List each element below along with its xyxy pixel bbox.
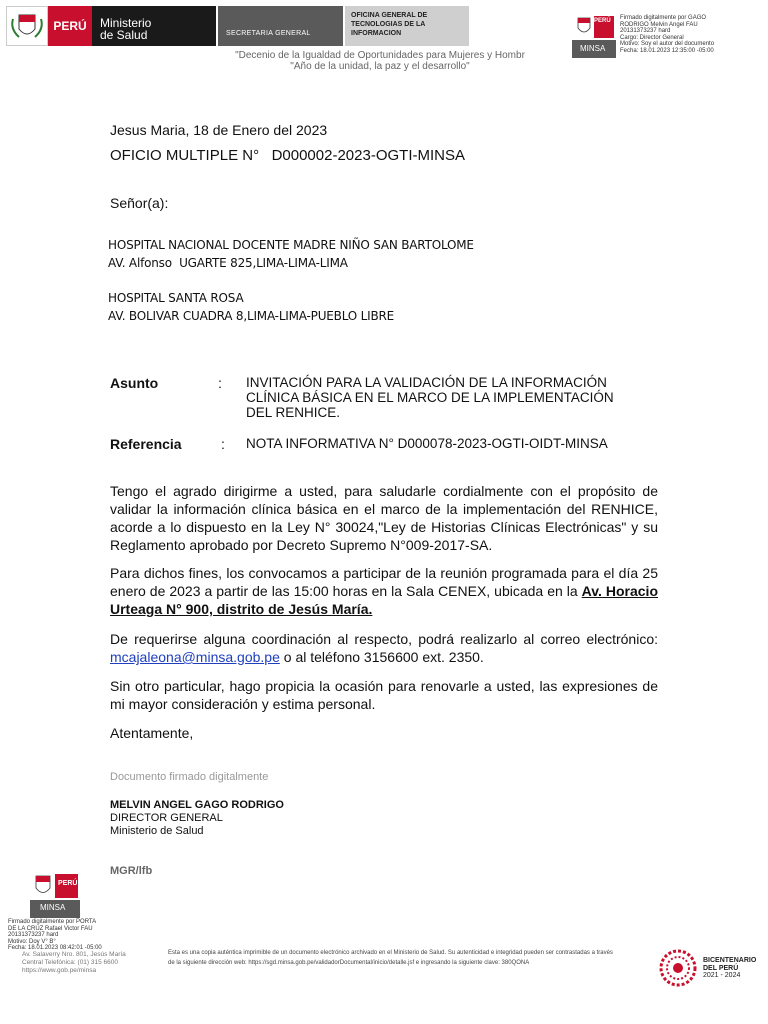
salutation: Señor(a): (110, 195, 169, 211)
slogan-line2: "Año de la unidad, la paz y el desarrollo" (290, 61, 470, 72)
peru-badge: PERÚ (48, 6, 92, 46)
bicentenario-line: DEL PERÚ (703, 964, 739, 972)
paragraph-4: Sin otro particular, hago propicia la ocasión para renovarle a usted, las expresiones de mi mayor consideración y estima personal. (110, 678, 658, 712)
oficina-line3: INFORMACION (351, 30, 402, 37)
email-link[interactable]: mcajaleona@minsa.gob.pe (110, 649, 280, 665)
paragraph-1: Tengo el agrado dirigirme a usted, para saludarle cordialmente con el propósito de validar la información clínica básica en el marco de la implementación del RENHICE, acorde a lo dispuesto en la Ley N° 30024,"Ley de Historias Clínicas Electrónicas" y su Reglamento aprobado por Decreto Supremo N°009-2017-SA. (110, 483, 658, 553)
sig-top-line: RODRIGO Melvin Angel FAU (620, 21, 698, 28)
signer-title: DIRECTOR GENERAL (110, 812, 223, 824)
referencia-label: Referencia (110, 436, 182, 452)
oficina-line2: TECNOLOGIAS DE LA (351, 21, 426, 28)
paragraph-3-end: o al teléfono 3156600 ext. 2350. (279, 649, 484, 665)
sig-bottom-peru: PERÚ (58, 880, 78, 887)
slogan-line1: "Decenio de la Igualdad de Oportunidades para Mujeres y Hombr (235, 50, 525, 61)
bicentenario-text (703, 957, 756, 980)
closing: Atentamente, (110, 725, 194, 741)
sig-top-line: 20131373237 hard (620, 28, 671, 34)
footer-address (22, 951, 126, 975)
paragraph-3 (110, 630, 658, 666)
sig-bottom-minsa: MINSA (40, 903, 66, 912)
recipient-name: HOSPITAL NACIONAL DOCENTE MADRE NIÑO SAN BARTOLOME (108, 238, 474, 252)
bicentenario-logo-icon (658, 944, 708, 994)
signature-bottom-details (8, 919, 128, 952)
authenticity-note (168, 948, 658, 968)
place-date: Jesus Maria, 18 de Enero del 2023 (110, 122, 328, 138)
signer-org: Ministerio de Salud (110, 825, 204, 837)
asunto-label: Asunto (110, 375, 159, 391)
bicentenario-line: BICENTENARIO (703, 957, 757, 964)
paragraph-3-text: De requerirse alguna coordinación al respecto, podrá realizarlo al correo electrónico: (110, 631, 658, 647)
signer-name: MELVIN ANGEL GAGO RODRIGO (110, 799, 284, 811)
footer-address-line: Av. Salaverry Nro. 801, Jesús María (22, 951, 126, 958)
recipient-address: AV. Alfonso UGARTE 825,LIMA-LIMA-LIMA (108, 256, 348, 270)
ministry-line1: Ministerio (100, 16, 152, 30)
asunto-line: CLÍNICA BÁSICA EN EL MARCO DE LA IMPLEMENTACIÓN (246, 390, 614, 405)
signed-digitally-note: Documento firmado digitalmente (110, 771, 269, 783)
sig-bottom-line: 20131373237 hard (8, 932, 59, 938)
paragraph-2 (110, 564, 658, 618)
sig-top-line: Motivo: Soy el autor del documento (620, 41, 715, 47)
authenticity-line: de la siguiente dirección web: https://sgd.minsa.gob.pe/validadorDocumental/inicio/detalle.jsf e ingresando la siguiente clave: 380QONA (168, 960, 530, 966)
asunto-text (246, 375, 614, 420)
referencia-text: NOTA INFORMATIVA N° D000078-2023-OGTI-OIDT-MINSA (246, 436, 608, 451)
ministry-label (92, 6, 216, 46)
oficina-label (345, 6, 469, 46)
ministry-line2: de Salud (100, 28, 148, 42)
asunto-line: INVITACIÓN PARA LA VALIDACIÓN DE LA INFORMACIÓN (246, 375, 607, 390)
sig-top-minsa: MINSA (580, 44, 606, 53)
sig-bottom-line: Fecha: 18.01.2023 08:42:01 -05:00 (8, 945, 102, 951)
sig-bottom-line: Firmado digitalmente por PORTA (8, 919, 97, 925)
coat-of-arms-icon (6, 6, 48, 46)
paragraph-2-text: Para dichos fines, los convocamos a participar de la reunión programada para el día 25 enero de 2023 a partir de las 15:00 horas en la Sala CENEX, ubicada en la (110, 565, 658, 599)
asunto-line: DEL RENHICE. (246, 405, 341, 420)
authenticity-line: Esta es una copia auténtica imprimible de un documento electrónico archivado en el Ministerio de Salud. Su autenticidad e integridad pueden ser contrastadas a través (168, 950, 613, 956)
oficio-number: OFICIO MULTIPLE N° D000002-2023-OGTI-MINSA (110, 147, 465, 164)
signature-top-details (620, 15, 768, 54)
sig-top-peru: PERÚ (594, 18, 611, 24)
secretaria-label: SECRETARIA GENERAL (218, 6, 343, 46)
footer-phone: Central Telefónica: (01) 315 6600 (22, 959, 118, 966)
referencia-colon: : (221, 436, 225, 452)
bicentenario-line: 2021 - 2024 (703, 972, 741, 979)
recipient-address: AV. BOLIVAR CUADRA 8,LIMA-LIMA-PUEBLO LIBRE (108, 309, 394, 323)
recipient-name: HOSPITAL SANTA ROSA (108, 291, 244, 305)
asunto-colon: : (218, 375, 222, 391)
meeting-address: Av. Horacio Urteaga N° 900, distrito de Jesús María. (110, 583, 658, 617)
sig-top-line: Fecha: 18.01.2023 12:35:00 -05:00 (620, 47, 714, 54)
sig-top-line: Cargo: Director General (620, 34, 684, 41)
oficina-line1: OFICINA GENERAL DE (351, 12, 428, 19)
initials: MGR/lfb (110, 865, 153, 877)
sig-bottom-line: DE LA CRUZ Rafael Victor FAU (8, 925, 93, 932)
sig-bottom-line: Motivo: Doy V° B° (8, 938, 56, 945)
footer-web: https://www.gob.pe/minsa (22, 967, 97, 974)
sig-top-line: Firmado digitalmente por GAGO (620, 15, 707, 21)
